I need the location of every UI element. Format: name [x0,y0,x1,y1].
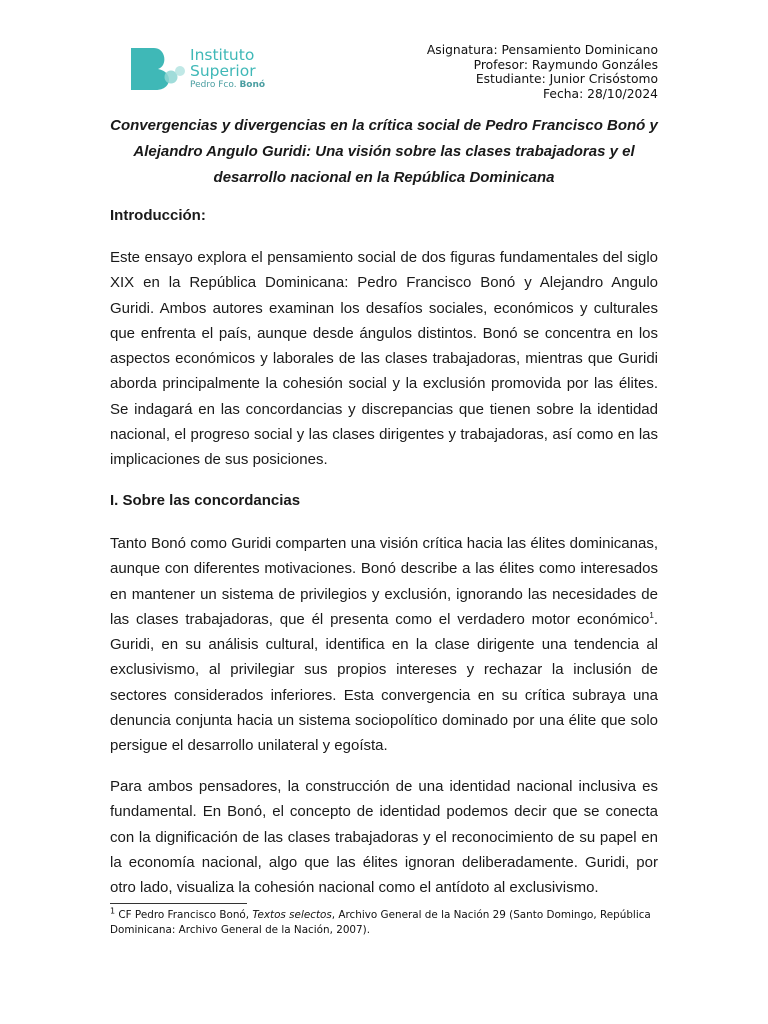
section1-heading: I. Sobre las concordancias [110,492,301,509]
section1-paragraph2: Para ambos pensadores, la construcción de una identidad nacional inclusiva es fundamental. En Bonó, el concepto de identidad podemos decir que se conecta con la dignificación de las clases trabajadoras y el reconocimiento de su papel en la economía nacional, algo que las élites ignoran deliberadamente. Guridi, por otro lado, visualiza la cohesión nacional como el antídoto al exclusivismo. [110,778,658,897]
logo-line-pedro [190,79,265,91]
footnote-1 [110,908,658,938]
logo-b-shape [131,48,169,90]
section1-p1-part1: Tanto Bonó como Guridi comparten una visión crítica hacia las élites dominicanas, aunque con diferentes motivaciones. Bonó describe a las élites como interesados en mantener un sistema de privilegios y exclusión, ignorando las necesidades de las clases trabajadoras, que él presenta como el verdadero motor económico [110,535,658,628]
header-subject: Asignatura: Pensamiento Dominicano [426,43,658,57]
footnote-ref-1[interactable]: 1 [649,610,654,620]
header-student: Estudiante: Junior Crisóstomo [475,72,658,86]
header-professor: Profesor: Raymundo Gonzáles [473,57,658,72]
logo-bubble-small [175,66,185,76]
footnote-prefix: CF Pedro Francisco Bonó, [115,909,253,921]
footnote-suffix: , Archivo General de la Nación 29 (Santo Domingo, República Dominicana: Archivo General de la Nación, 2007). [110,909,651,936]
footnote-divider [110,903,247,904]
section1-paragraph1 [110,531,658,759]
footnote-number: 1 [110,906,116,916]
footnote-book-title: Textos selectos [252,909,332,921]
essay-title: Convergencias y divergencias en la crítica social de Pedro Francisco Bonó y Alejandro Angulo Guridi: Una visión sobre las clases trabajadoras y el desarrollo nacional en la República Dominicana [110,117,658,186]
logo-bono-bold: Bonó [239,80,266,90]
logo-line-instituto: Instituto [190,46,255,64]
intro-paragraph: Este ensayo explora el pensamiento social de dos figuras fundamentales del siglo XIX en la República Dominicana: Pedro Francisco Bonó y Alejandro Angulo Guridi. Ambos autores examinan los desafíos sociales, económicos y culturales que enfrenta el país, aunque desde ángulos distintos. Bonó se concentra en los aspectos económicos y laborales de las clases trabajadoras, mientras que Guridi aborda principalmente la cohesión social y la exclusión promovida por las élites. Se indagará en las concordancias y discrepancias que tienen sobre la identidad nacional, el progreso social y las clases dirigentes y trabajadoras, así como en las implicaciones de sus posiciones. [110,249,658,469]
logo-line-superior: Superior [190,62,256,80]
section1-p1-part2: . Guridi, en su análisis cultural, identifica en la clase dirigente una tendencia al exclusivismo, al privilegiar sus propios intereses y rechazar la inclusión de sectores considerados inferiores. Esta convergencia en su crítica subraya una denuncia conjunta hacia un sistema sociopolítico dominado por una élite que solo persigue el desarrollo unilateral y egoísta. [110,610,658,755]
logo-text [190,47,265,91]
header-info [427,43,658,101]
header-date: Fecha: 28/10/2024 [543,86,658,101]
intro-heading: Introducción: [110,207,206,224]
logo-pedro-prefix: Pedro Fco. [190,80,237,90]
